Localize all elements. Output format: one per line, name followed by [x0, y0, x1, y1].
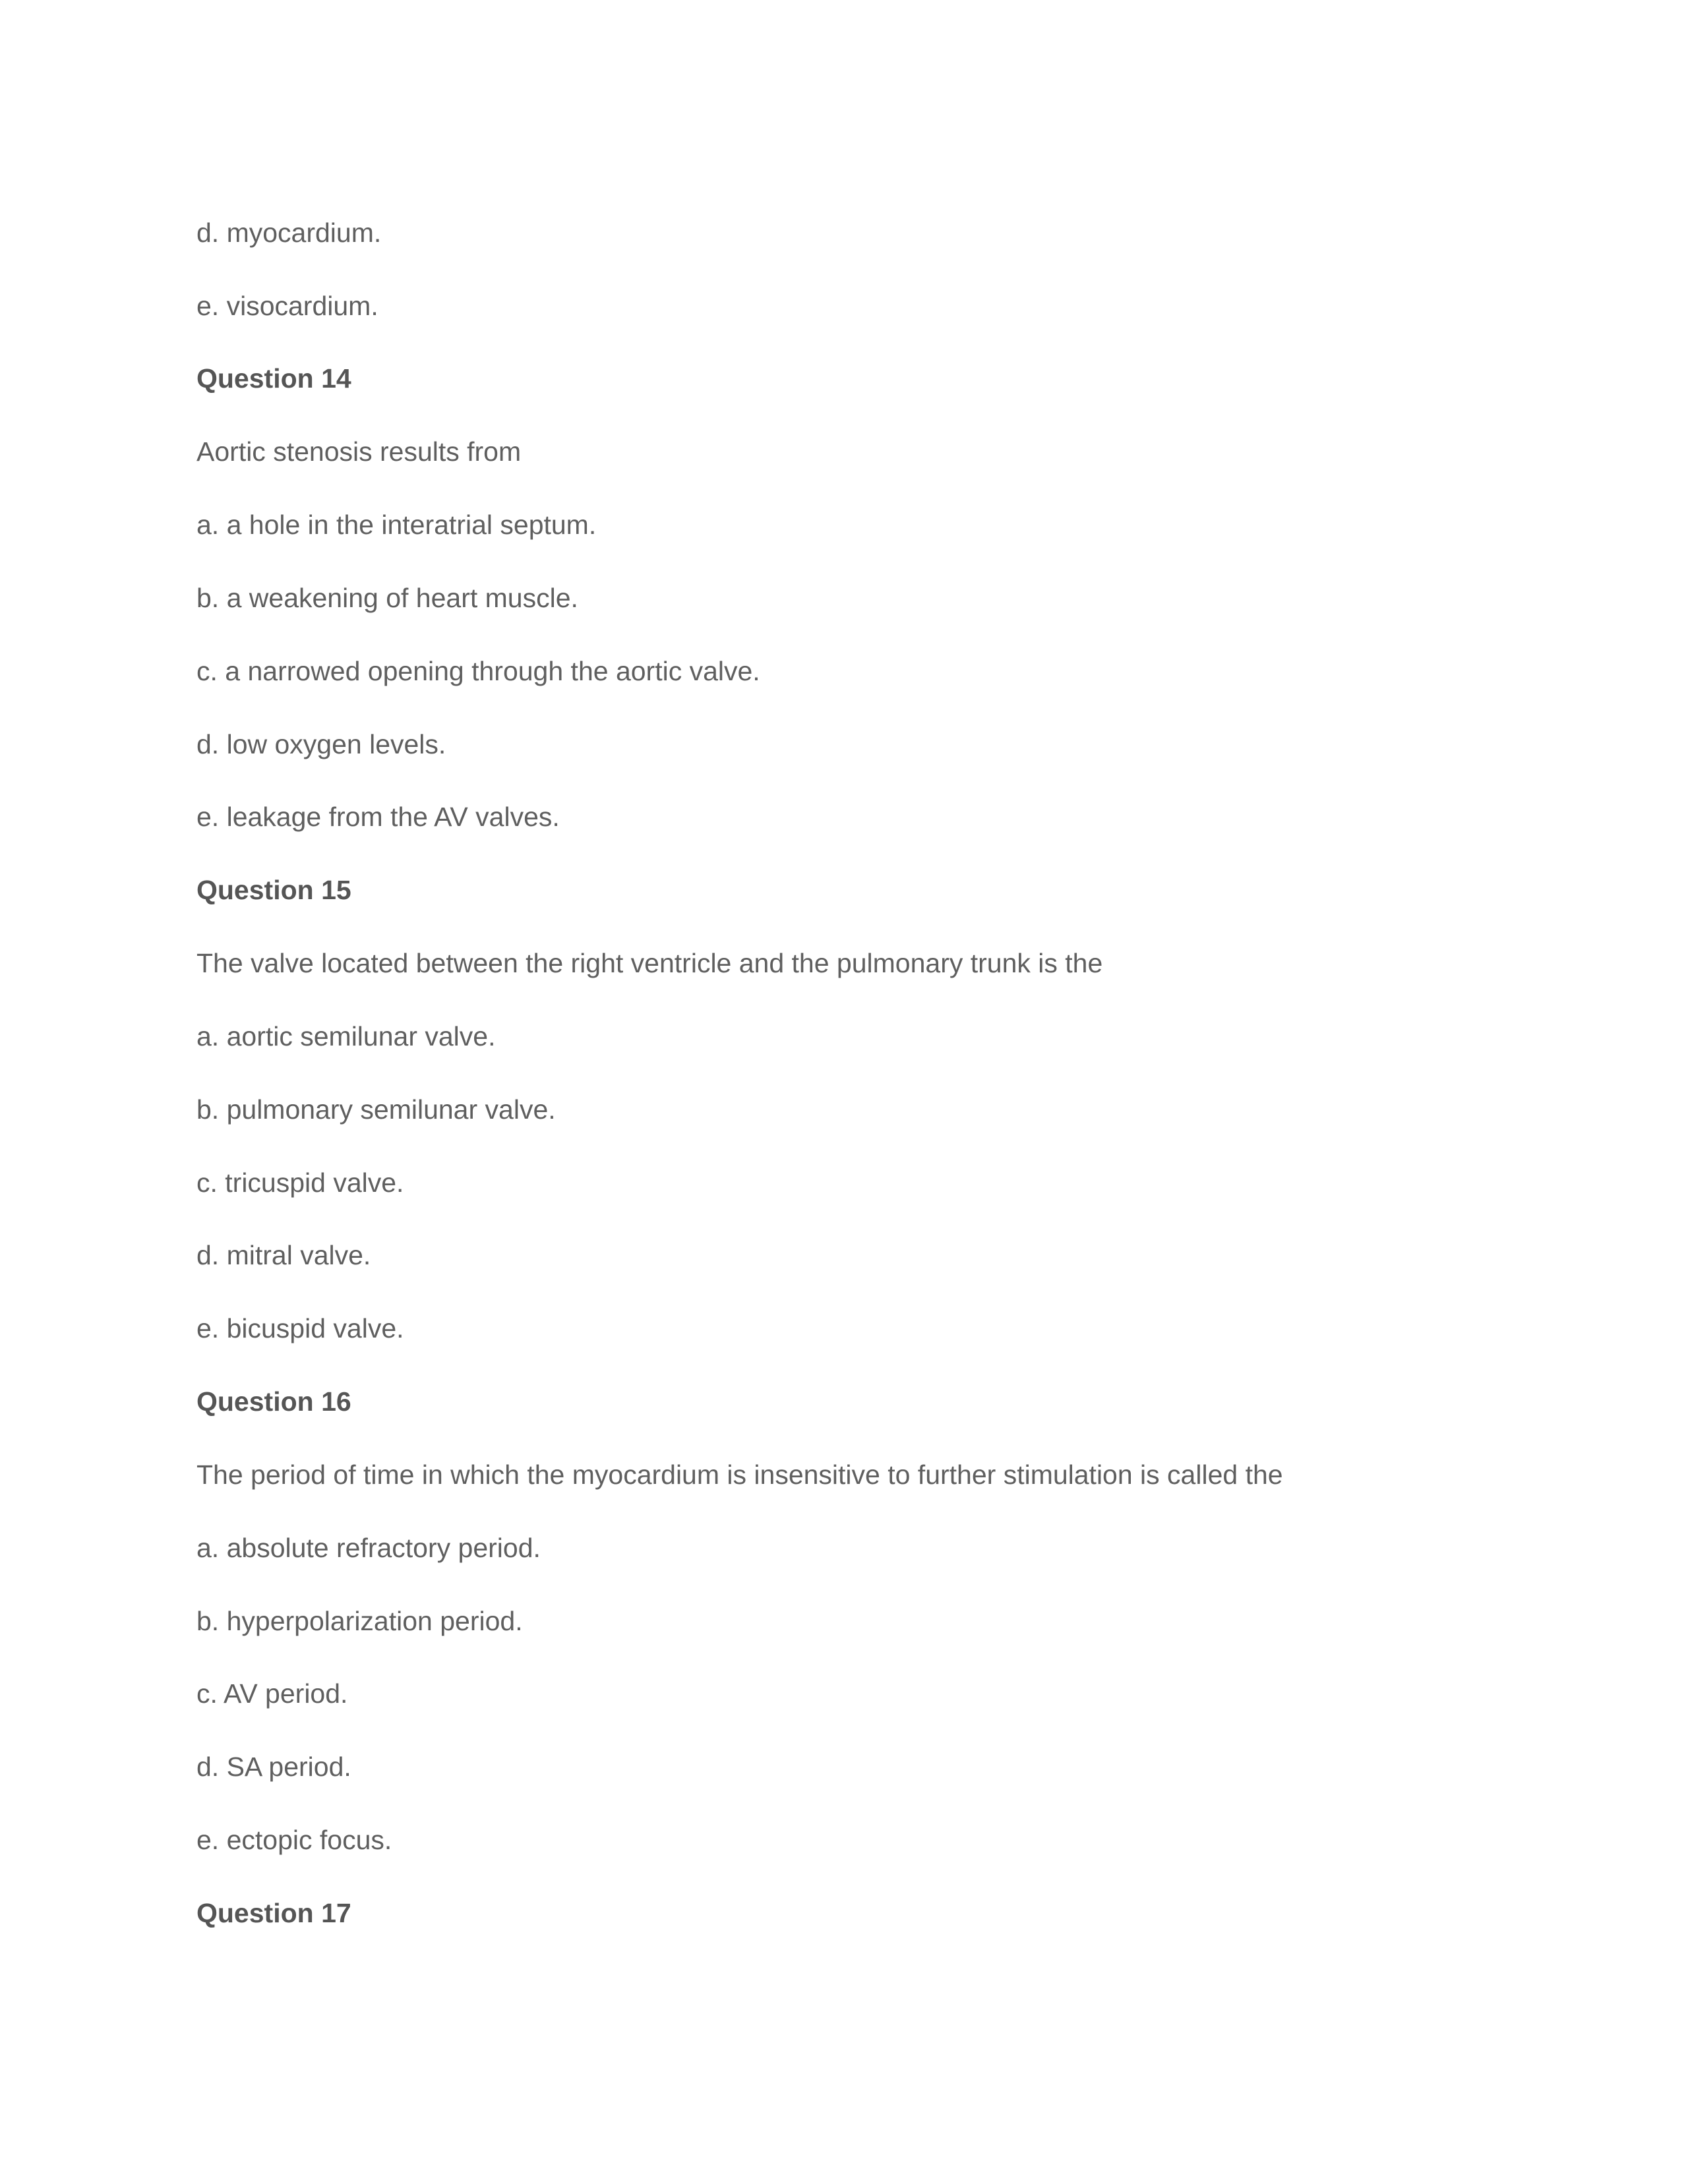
question-14-option-a: a. a hole in the interatrial septum. [196, 510, 597, 540]
question-14-heading: Question 14 [196, 363, 351, 394]
question-16-option-d: d. SA period. [196, 1752, 351, 1782]
question-15-heading: Question 15 [196, 875, 351, 905]
question-14-option-d: d. low oxygen levels. [196, 729, 446, 759]
question-15-option-a: a. aortic semilunar valve. [196, 1021, 496, 1051]
question-16-option-b: b. hyperpolarization period. [196, 1606, 523, 1636]
question-17-heading: Question 17 [196, 1898, 351, 1928]
question-14-option-c: c. a narrowed opening through the aortic valve. [196, 656, 760, 686]
question-15-prompt: The valve located between the right ventricle and the pulmonary trunk is the [196, 948, 1103, 978]
question-14-prompt: Aortic stenosis results from [196, 436, 522, 467]
question-15-option-e: e. bicuspid valve. [196, 1313, 404, 1343]
question-15-option-b: b. pulmonary semilunar valve. [196, 1094, 556, 1125]
prev-option-e: e. visocardium. [196, 291, 378, 321]
question-16-heading: Question 16 [196, 1386, 351, 1417]
question-14-option-b: b. a weakening of heart muscle. [196, 583, 578, 613]
question-16-option-a: a. absolute refractory period. [196, 1533, 541, 1563]
question-16-option-c: c. AV period. [196, 1678, 348, 1709]
question-14-option-e: e. leakage from the AV valves. [196, 802, 560, 832]
question-15-option-d: d. mitral valve. [196, 1240, 371, 1270]
prev-option-d: d. myocardium. [196, 218, 382, 248]
question-15-option-c: c. tricuspid valve. [196, 1167, 404, 1198]
question-16-option-e: e. ectopic focus. [196, 1825, 392, 1855]
question-16-prompt: The period of time in which the myocardium is insensitive to further stimulation is called the [196, 1460, 1283, 1490]
